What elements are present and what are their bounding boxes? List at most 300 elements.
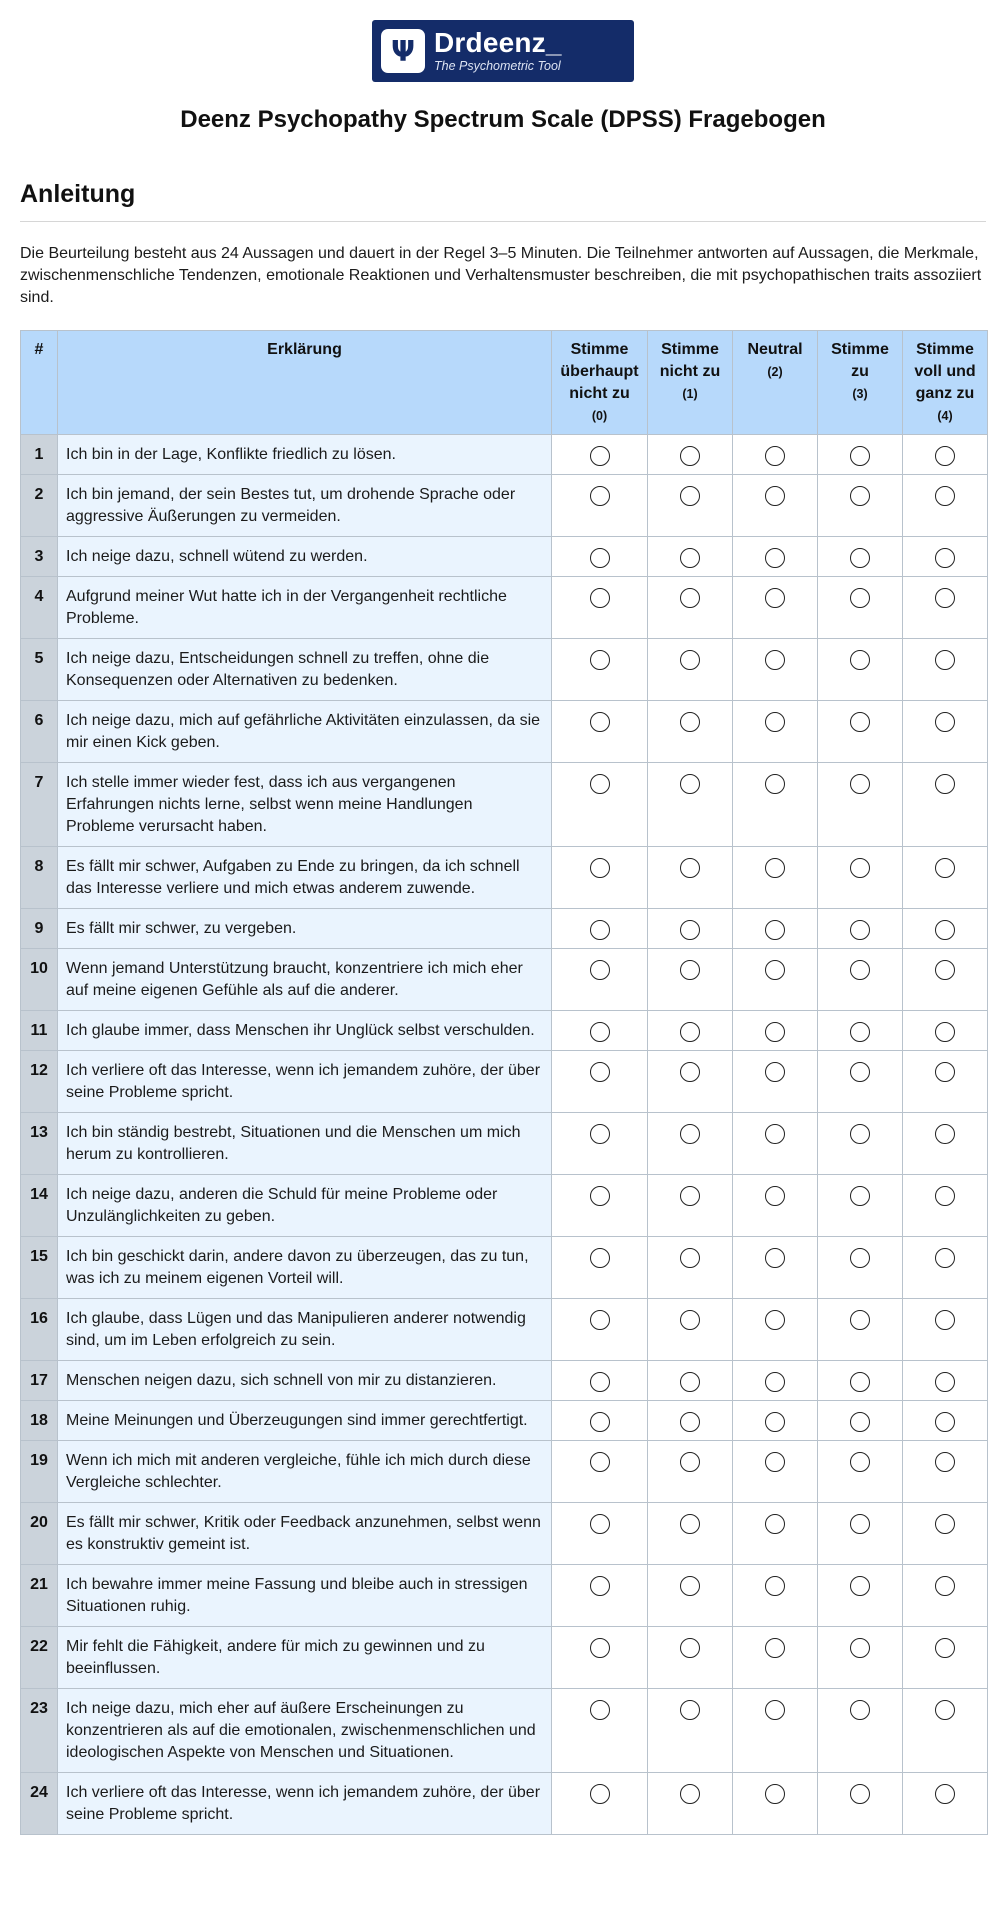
option-label: Stimme überhaupt nicht zu [560,341,639,402]
radio-option-2[interactable] [765,1514,785,1534]
option-cell [552,1361,648,1401]
radio-option-2[interactable] [765,1700,785,1720]
option-cell [552,1441,648,1503]
table-row [21,475,988,537]
option-cell [552,537,648,577]
radio-option-1[interactable] [680,1514,700,1534]
radio-option-3[interactable] [850,774,870,794]
radio-option-1[interactable] [680,920,700,940]
radio-option-1[interactable] [680,1452,700,1472]
option-label: Stimme zu [831,341,889,380]
radio-option-4[interactable] [935,960,955,980]
table-row [21,639,988,701]
option-cell [733,847,818,909]
instructions-heading: Anleitung [20,180,136,208]
statement-text: Mir fehlt die Fähigkeit, andere für mich zu gewinnen und zu beeinflussen. [58,1627,552,1689]
row-number: 16 [21,1299,58,1361]
radio-option-2[interactable] [765,1638,785,1658]
radio-option-3[interactable] [850,712,870,732]
radio-option-0[interactable] [590,1124,610,1144]
option-cell [552,1011,648,1051]
radio-option-4[interactable] [935,1514,955,1534]
row-number: 24 [21,1773,58,1835]
logo-container [0,20,1006,82]
radio-option-1[interactable] [680,1784,700,1804]
option-cell [648,1503,733,1565]
radio-option-4[interactable] [935,774,955,794]
radio-option-2[interactable] [765,548,785,568]
statement-text: Ich neige dazu, anderen die Schuld für meine Probleme oder Unzulänglichkeiten zu geben. [58,1175,552,1237]
option-cell [903,701,988,763]
radio-option-4[interactable] [935,1062,955,1082]
option-cell [552,1051,648,1113]
statement-text: Ich verliere oft das Interesse, wenn ich jemandem zuhöre, der über seine Probleme spricht. [58,1051,552,1113]
radio-option-2[interactable] [765,1310,785,1330]
statement-text: Ich verliere oft das Interesse, wenn ich jemandem zuhöre, der über seine Probleme spricht. [58,1773,552,1835]
option-cell [818,537,903,577]
radio-option-2[interactable] [765,1576,785,1596]
statement-text: Ich bin jemand, der sein Bestes tut, um drohende Sprache oder aggressive Äußerungen zu vermeiden. [58,475,552,537]
header-option-0 [552,331,648,435]
option-cell [733,1565,818,1627]
option-cell [733,1051,818,1113]
statement-text: Ich glaube immer, dass Menschen ihr Unglück selbst verschulden. [58,1011,552,1051]
radio-option-4[interactable] [935,650,955,670]
option-cell [818,1773,903,1835]
option-cell [733,1627,818,1689]
radio-option-3[interactable] [850,486,870,506]
option-cell [648,701,733,763]
radio-option-0[interactable] [590,1452,610,1472]
radio-option-0[interactable] [590,1784,610,1804]
option-cell [903,639,988,701]
option-cell [733,435,818,475]
table-row [21,1113,988,1175]
row-number: 19 [21,1441,58,1503]
option-cell [552,435,648,475]
radio-option-1[interactable] [680,1248,700,1268]
radio-option-0[interactable] [590,1372,610,1392]
statement-text: Ich neige dazu, mich eher auf äußere Erscheinungen zu konzentrieren als auf die emotionalen, zwischenmenschlichen und ideologischen Aspekte von Menschen und Situationen. [58,1689,552,1773]
option-cell [648,1237,733,1299]
radio-option-0[interactable] [590,446,610,466]
table-row [21,909,988,949]
option-cell [818,1627,903,1689]
table-row [21,1565,988,1627]
option-cell [648,1051,733,1113]
row-number: 5 [21,639,58,701]
radio-option-4[interactable] [935,858,955,878]
radio-option-3[interactable] [850,1372,870,1392]
radio-option-4[interactable] [935,1372,955,1392]
radio-option-3[interactable] [850,920,870,940]
option-cell [552,847,648,909]
radio-option-0[interactable] [590,1412,610,1432]
statement-text: Menschen neigen dazu, sich schnell von mir zu distanzieren. [58,1361,552,1401]
option-cell [648,909,733,949]
table-row [21,1361,988,1401]
radio-option-2[interactable] [765,588,785,608]
option-cell [733,949,818,1011]
option-cell [818,577,903,639]
option-cell [818,1503,903,1565]
option-cell [733,537,818,577]
option-cell [903,909,988,949]
radio-option-2[interactable] [765,1372,785,1392]
radio-option-1[interactable] [680,1062,700,1082]
radio-option-4[interactable] [935,446,955,466]
statement-text: Ich glaube, dass Lügen und das Manipulieren anderer notwendig sind, um im Leben erfolgreich zu sein. [58,1299,552,1361]
radio-option-0[interactable] [590,774,610,794]
radio-option-4[interactable] [935,1022,955,1042]
statement-text: Wenn ich mich mit anderen vergleiche, fühle ich mich durch diese Vergleiche schlechter. [58,1441,552,1503]
row-number: 7 [21,763,58,847]
statement-text: Wenn jemand Unterstützung braucht, konzentriere ich mich eher auf meine eigenen Gefühle als auf die anderer. [58,949,552,1011]
option-cell [903,1011,988,1051]
header-statement: Erklärung [58,331,552,435]
option-cell [648,1689,733,1773]
option-cell [818,1689,903,1773]
option-cell [733,1401,818,1441]
option-cell [733,1113,818,1175]
statement-text: Ich bewahre immer meine Fassung und bleibe auch in stressigen Situationen ruhig. [58,1565,552,1627]
row-number: 1 [21,435,58,475]
option-cell [733,1011,818,1051]
option-cell [733,1689,818,1773]
radio-option-4[interactable] [935,588,955,608]
row-number: 11 [21,1011,58,1051]
option-cell [903,1565,988,1627]
radio-option-3[interactable] [850,650,870,670]
radio-option-3[interactable] [850,1638,870,1658]
radio-option-1[interactable] [680,1310,700,1330]
radio-option-0[interactable] [590,588,610,608]
radio-option-2[interactable] [765,446,785,466]
option-cell [903,1361,988,1401]
row-number: 13 [21,1113,58,1175]
radio-option-2[interactable] [765,1124,785,1144]
radio-option-0[interactable] [590,548,610,568]
table-row [21,949,988,1011]
option-cell [552,949,648,1011]
radio-option-1[interactable] [680,712,700,732]
row-number: 21 [21,1565,58,1627]
table-row [21,1051,988,1113]
radio-option-1[interactable] [680,548,700,568]
option-cell [552,1299,648,1361]
row-number: 12 [21,1051,58,1113]
option-cell [733,1441,818,1503]
radio-option-2[interactable] [765,1022,785,1042]
option-cell [552,1627,648,1689]
questionnaire-table [20,330,988,1835]
radio-option-1[interactable] [680,650,700,670]
radio-option-2[interactable] [765,1062,785,1082]
option-cell [818,1441,903,1503]
radio-option-2[interactable] [765,712,785,732]
option-cell [552,909,648,949]
radio-option-4[interactable] [935,1452,955,1472]
radio-option-0[interactable] [590,1062,610,1082]
option-cell [552,639,648,701]
radio-option-1[interactable] [680,1412,700,1432]
option-cell [903,435,988,475]
radio-option-2[interactable] [765,650,785,670]
statement-text: Ich neige dazu, schnell wütend zu werden. [58,537,552,577]
option-cell [818,1175,903,1237]
option-cell [552,475,648,537]
option-cell [552,1773,648,1835]
radio-option-4[interactable] [935,1310,955,1330]
radio-option-4[interactable] [935,486,955,506]
instructions-text: Die Beurteilung besteht aus 24 Aussagen und dauert in der Regel 3–5 Minuten. Die Teilnehmer antworten auf Aussagen, die Merkmale, zwischenmenschliche Tendenzen, emotionale Reaktionen und Verhaltensmuster beschreiben, die mit psychopathischen traits assoziiert sind. [20,245,982,306]
option-cell [818,1237,903,1299]
row-number: 8 [21,847,58,909]
table-row [21,1773,988,1835]
radio-option-0[interactable] [590,1310,610,1330]
option-cell [903,1237,988,1299]
page-title: Deenz Psychopathy Spectrum Scale (DPSS) Fragebogen [180,106,826,133]
radio-option-1[interactable] [680,1576,700,1596]
radio-option-0[interactable] [590,1514,610,1534]
radio-option-2[interactable] [765,920,785,940]
radio-option-3[interactable] [850,1310,870,1330]
option-cell [648,1361,733,1401]
option-cell [903,1627,988,1689]
option-cell [552,1237,648,1299]
radio-option-4[interactable] [935,1576,955,1596]
radio-option-3[interactable] [850,1700,870,1720]
radio-option-4[interactable] [935,548,955,568]
radio-option-0[interactable] [590,1022,610,1042]
radio-option-1[interactable] [680,1186,700,1206]
option-cell [552,1503,648,1565]
radio-option-4[interactable] [935,1412,955,1432]
option-label: Neutral [747,341,803,358]
questionnaire-body [21,435,988,1835]
option-cell [818,949,903,1011]
radio-option-3[interactable] [850,1124,870,1144]
option-cell [733,1237,818,1299]
radio-option-4[interactable] [935,1124,955,1144]
row-number: 18 [21,1401,58,1441]
statement-text: Ich neige dazu, Entscheidungen schnell zu treffen, ohne die Konsequenzen oder Alternativen zu bedenken. [58,639,552,701]
radio-option-1[interactable] [680,1638,700,1658]
table-row [21,1011,988,1051]
option-cell [733,475,818,537]
option-cell [552,763,648,847]
row-number: 10 [21,949,58,1011]
table-row [21,1299,988,1361]
option-cell [648,475,733,537]
option-cell [818,639,903,701]
radio-option-0[interactable] [590,858,610,878]
radio-option-0[interactable] [590,920,610,940]
option-cell [733,1175,818,1237]
option-cell [903,1175,988,1237]
radio-option-3[interactable] [850,1248,870,1268]
radio-option-4[interactable] [935,712,955,732]
radio-option-1[interactable] [680,858,700,878]
option-cell [733,701,818,763]
radio-option-2[interactable] [765,1784,785,1804]
option-cell [733,763,818,847]
option-cell [733,1361,818,1401]
radio-option-4[interactable] [935,1248,955,1268]
radio-option-1[interactable] [680,1124,700,1144]
option-cell [903,577,988,639]
radio-option-3[interactable] [850,1784,870,1804]
table-row [21,577,988,639]
option-cell [903,1689,988,1773]
radio-option-1[interactable] [680,960,700,980]
row-number: 23 [21,1689,58,1773]
table-row [21,847,988,909]
radio-option-1[interactable] [680,1022,700,1042]
option-cell [903,1113,988,1175]
table-row [21,1689,988,1773]
radio-option-2[interactable] [765,1452,785,1472]
row-number: 22 [21,1627,58,1689]
option-cell [552,1565,648,1627]
option-cell [648,1401,733,1441]
radio-option-1[interactable] [680,588,700,608]
radio-option-1[interactable] [680,446,700,466]
table-row [21,763,988,847]
radio-option-3[interactable] [850,548,870,568]
option-cell [648,577,733,639]
logo [372,20,634,82]
option-cell [818,1113,903,1175]
radio-option-2[interactable] [765,1412,785,1432]
radio-option-3[interactable] [850,1514,870,1534]
header-option-1 [648,331,733,435]
radio-option-1[interactable] [680,1700,700,1720]
table-row [21,1503,988,1565]
radio-option-2[interactable] [765,774,785,794]
radio-option-4[interactable] [935,1700,955,1720]
radio-option-0[interactable] [590,1700,610,1720]
statement-text: Ich bin in der Lage, Konflikte friedlich zu lösen. [58,435,552,475]
radio-option-3[interactable] [850,1412,870,1432]
option-cell [818,1565,903,1627]
option-score: (4) [937,409,953,423]
option-cell [552,1175,648,1237]
option-cell [552,701,648,763]
option-cell [818,1299,903,1361]
option-cell [818,847,903,909]
radio-option-1[interactable] [680,774,700,794]
radio-option-0[interactable] [590,650,610,670]
option-cell [733,577,818,639]
option-cell [903,1503,988,1565]
option-cell [903,949,988,1011]
option-cell [818,909,903,949]
statement-text: Es fällt mir schwer, zu vergeben. [58,909,552,949]
radio-option-3[interactable] [850,1576,870,1596]
row-number: 14 [21,1175,58,1237]
logo-name: Drdeenz_ [434,26,562,58]
radio-option-3[interactable] [850,588,870,608]
radio-option-3[interactable] [850,1062,870,1082]
radio-option-3[interactable] [850,446,870,466]
option-label: Stimme voll und ganz zu [914,341,976,402]
table-row [21,1627,988,1689]
radio-option-1[interactable] [680,486,700,506]
row-number: 15 [21,1237,58,1299]
radio-option-3[interactable] [850,1186,870,1206]
option-cell [903,1401,988,1441]
radio-option-0[interactable] [590,486,610,506]
option-cell [818,1401,903,1441]
option-score: (1) [682,387,698,401]
statement-text: Ich bin geschickt darin, andere davon zu überzeugen, das zu tun, was ich zu meinem eigenen Vorteil will. [58,1237,552,1299]
option-cell [648,435,733,475]
logo-text [434,26,562,74]
table-row [21,1441,988,1503]
table-row [21,1237,988,1299]
option-cell [818,1011,903,1051]
option-cell [903,475,988,537]
table-row [21,1175,988,1237]
option-cell [903,763,988,847]
row-number: 17 [21,1361,58,1401]
option-cell [648,537,733,577]
option-cell [648,1565,733,1627]
radio-option-4[interactable] [935,920,955,940]
radio-option-3[interactable] [850,1452,870,1472]
radio-option-0[interactable] [590,1576,610,1596]
radio-option-4[interactable] [935,1784,955,1804]
radio-option-0[interactable] [590,712,610,732]
option-cell [552,1113,648,1175]
radio-option-0[interactable] [590,1248,610,1268]
option-cell [733,1503,818,1565]
option-cell [733,639,818,701]
radio-option-0[interactable] [590,1638,610,1658]
table-row [21,537,988,577]
row-number: 4 [21,577,58,639]
header-number: # [21,331,58,435]
radio-option-2[interactable] [765,1248,785,1268]
radio-option-0[interactable] [590,1186,610,1206]
option-cell [818,1051,903,1113]
table-row [21,701,988,763]
option-cell [818,701,903,763]
radio-option-2[interactable] [765,858,785,878]
option-cell [648,763,733,847]
option-cell [648,847,733,909]
radio-option-2[interactable] [765,486,785,506]
option-cell [648,949,733,1011]
radio-option-1[interactable] [680,1372,700,1392]
radio-option-2[interactable] [765,960,785,980]
statement-text: Meine Meinungen und Überzeugungen sind immer gerechtfertigt. [58,1401,552,1441]
radio-option-0[interactable] [590,960,610,980]
radio-option-4[interactable] [935,1186,955,1206]
logo-tagline: The Psychometric Tool [434,58,561,73]
option-cell [733,1773,818,1835]
radio-option-4[interactable] [935,1638,955,1658]
option-cell [552,1401,648,1441]
statement-text: Ich bin ständig bestrebt, Situationen und die Menschen um mich herum zu kontrollieren. [58,1113,552,1175]
option-cell [818,1361,903,1401]
radio-option-3[interactable] [850,1022,870,1042]
radio-option-2[interactable] [765,1186,785,1206]
radio-option-3[interactable] [850,858,870,878]
row-number: 2 [21,475,58,537]
radio-option-3[interactable] [850,960,870,980]
